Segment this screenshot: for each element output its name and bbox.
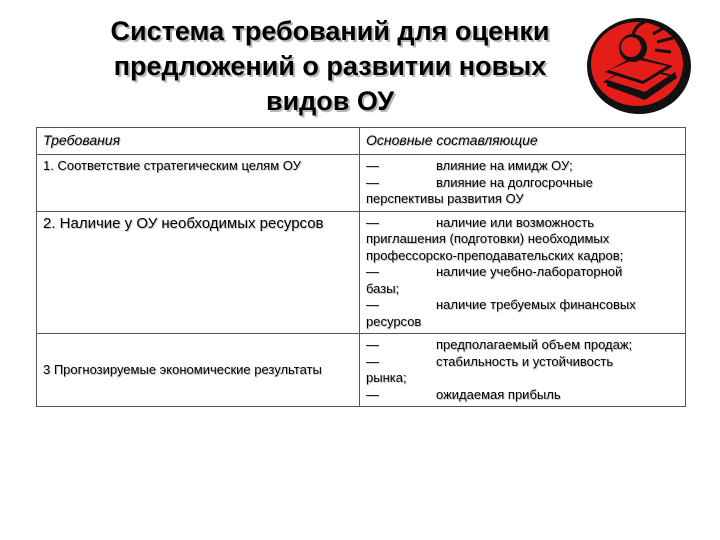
title-line-2: предложений о развитии новых: [113, 51, 547, 81]
requirement-cell: [37, 334, 360, 407]
list-item: [366, 354, 679, 371]
item-text: наличие или возможность: [436, 214, 595, 230]
dash-mark: —: [366, 158, 379, 173]
item-continuation: перспективы развития ОУ: [366, 191, 524, 206]
dash-mark: —: [366, 297, 379, 312]
dash-mark: —: [366, 174, 379, 190]
dash-mark: —: [366, 337, 379, 352]
list-item: [366, 387, 679, 404]
title-line-3: видов ОУ: [265, 86, 395, 116]
components-cell: [360, 211, 686, 334]
dash-mark: —: [366, 214, 379, 230]
slide-title: [60, 14, 600, 119]
header-components: Основные составляющие: [360, 128, 686, 155]
item-continuation: ресурсов: [366, 313, 422, 329]
header-requirements: Требования: [37, 128, 360, 155]
dash-mark: —: [366, 264, 379, 279]
list-item: [366, 215, 679, 232]
requirement-text: 2. Наличие у ОУ необходимых ресурсов: [43, 214, 324, 232]
item-continuation: приглашения (подготовки) необходимых профессорско-преподавательских кадров;: [366, 231, 624, 263]
list-item: [366, 158, 679, 175]
item-continuation: базы;: [366, 280, 400, 296]
item-text: влияние на долгосрочные: [436, 174, 593, 190]
item-text: ожидаемая прибыль: [436, 386, 561, 402]
dash-mark: —: [366, 353, 379, 369]
table-row: [37, 211, 686, 334]
table-row: [37, 155, 686, 212]
requirement-cell: [37, 211, 360, 334]
components-cell: [360, 334, 686, 407]
requirement-cell: [37, 155, 360, 212]
list-item: [366, 337, 679, 354]
title-line-1: Система требований для оценки: [110, 16, 550, 46]
list-item: [366, 297, 679, 314]
item-continuation: рынка;: [366, 370, 407, 385]
item-text: наличие учебно-лабораторной: [436, 264, 623, 279]
requirement-text: 3 Прогнозируемые экономические результаты: [43, 362, 322, 377]
item-text: предполагаемый объем продаж;: [436, 337, 633, 352]
requirement-text: 1. Соответствие стратегическим целям ОУ: [43, 158, 301, 173]
table-row: [37, 334, 686, 407]
dash-mark: —: [366, 386, 379, 402]
list-item: [366, 264, 679, 281]
components-cell: [360, 155, 686, 212]
table-header-row: [37, 128, 686, 155]
books-apple-icon: [583, 12, 695, 117]
item-text: влияние на имидж ОУ;: [436, 158, 573, 173]
item-text: стабильность и устойчивость: [436, 353, 614, 369]
list-item: [366, 175, 679, 192]
requirements-table: [36, 127, 686, 407]
item-text: наличие требуемых финансовых: [436, 297, 636, 312]
